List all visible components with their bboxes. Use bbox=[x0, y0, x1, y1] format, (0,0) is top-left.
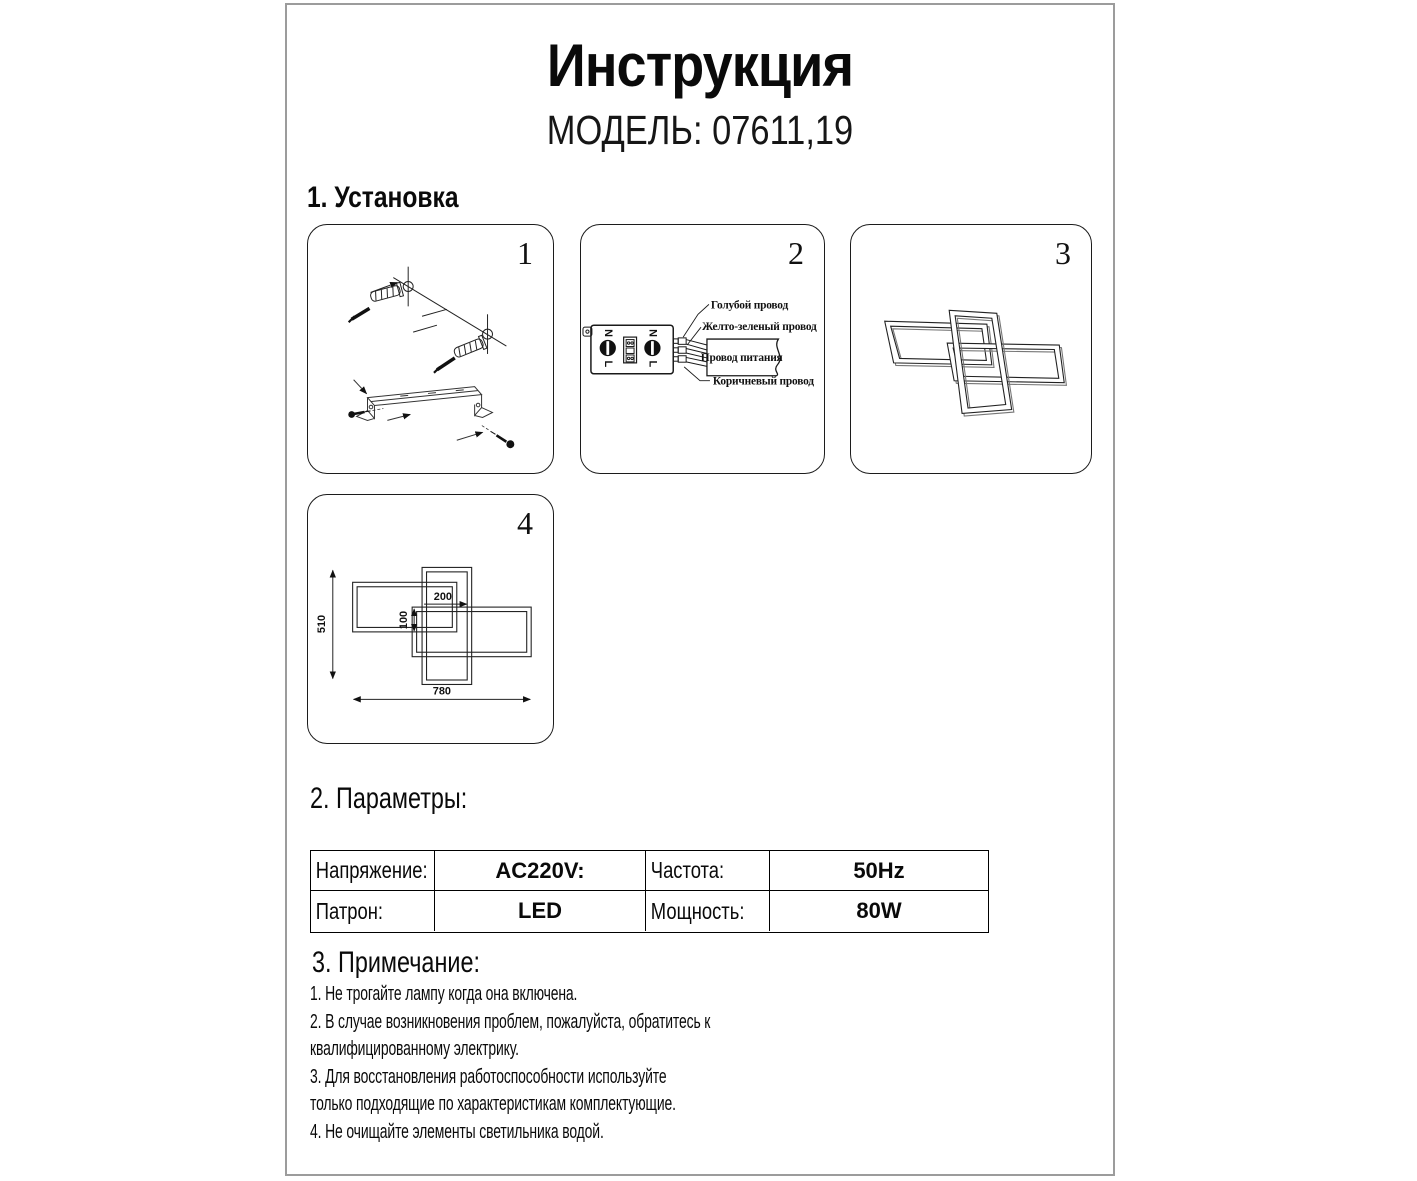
terminal-screw bbox=[600, 339, 615, 357]
table-cell-frequency-value: 50Hz bbox=[770, 851, 988, 891]
model-number: МОДЕЛЬ: 07611,19 bbox=[546, 107, 854, 153]
connector-strip bbox=[624, 337, 637, 363]
screw-icon bbox=[482, 425, 515, 448]
panel-installation-step-4 bbox=[307, 494, 554, 744]
panel-number: 1 bbox=[517, 235, 533, 271]
frame-center bbox=[422, 567, 472, 684]
table-cell-socket-value: LED bbox=[435, 891, 646, 931]
dimension-inner-height-label: 100 bbox=[398, 610, 411, 630]
panel-installation-step-1 bbox=[307, 224, 554, 474]
page-title: Инструкция bbox=[546, 32, 854, 99]
note-line: 4. Не очищайте элементы светильника водой. bbox=[310, 1119, 604, 1143]
dimension-width-label: 780 bbox=[432, 685, 452, 698]
terminal-screw bbox=[645, 339, 660, 357]
drill-points bbox=[370, 267, 506, 354]
screw-icon bbox=[434, 358, 455, 373]
screw-icon bbox=[349, 308, 370, 322]
section-heading-parameters: 2. Параметры: bbox=[310, 782, 468, 815]
panel-installation-step-2 bbox=[580, 224, 825, 474]
panel-number: 3 bbox=[1055, 235, 1071, 271]
note-line: 1. Не трогайте лампу когда она включена. bbox=[310, 982, 578, 1005]
dimension-height-label: 510 bbox=[315, 614, 328, 634]
table-cell-voltage-label: Напряжение: bbox=[311, 851, 435, 891]
table-cell-power-label: Мощность: bbox=[646, 891, 770, 931]
panel-installation-step-3 bbox=[850, 224, 1092, 474]
table-cell-socket-label: Патрон: bbox=[311, 891, 435, 931]
table-cell-power-value: 80W bbox=[856, 898, 902, 923]
power-wire-label: Провод питания bbox=[700, 351, 783, 364]
terminal-l-label: L bbox=[601, 360, 614, 368]
terminal-n-label: N bbox=[601, 329, 614, 338]
section-heading-installation: 1. Установка bbox=[307, 181, 459, 214]
yellow-green-wire-label: Желто-зеленый провод bbox=[702, 321, 817, 334]
panel-number: 2 bbox=[788, 235, 804, 271]
blue-wire-label: Голубой провод bbox=[710, 299, 789, 312]
brown-wire-label: Коричневый провод bbox=[712, 375, 814, 388]
wall-anchor bbox=[369, 282, 403, 304]
lamp-frames bbox=[885, 310, 1067, 416]
lamp-top-view bbox=[353, 567, 532, 684]
table-cell-frequency-label: Частота: bbox=[646, 851, 770, 891]
section-heading-notes: 3. Примечание: bbox=[312, 946, 480, 979]
wall-anchor bbox=[452, 335, 487, 360]
dimension-inner-width-label: 200 bbox=[433, 591, 453, 604]
panel-number: 4 bbox=[517, 505, 533, 541]
table-cell-voltage-value: AC220V: bbox=[435, 851, 646, 891]
page bbox=[285, 3, 1115, 1176]
note-line: 2. В случае возникновения проблем, пожалуйста, обратитесь к bbox=[310, 1009, 711, 1033]
screw-icon bbox=[348, 409, 383, 418]
terminal-l-label: L bbox=[646, 360, 659, 368]
notes-list bbox=[310, 982, 1090, 1147]
note-line: только подходящие по характеристикам комплектующие. bbox=[310, 1092, 676, 1115]
terminal-n-label: N bbox=[646, 329, 659, 338]
note-line: 3. Для восстановления работоспособности используйте bbox=[310, 1064, 667, 1088]
note-line: квалифицированному электрику. bbox=[310, 1037, 519, 1060]
parameters-table bbox=[310, 850, 989, 933]
